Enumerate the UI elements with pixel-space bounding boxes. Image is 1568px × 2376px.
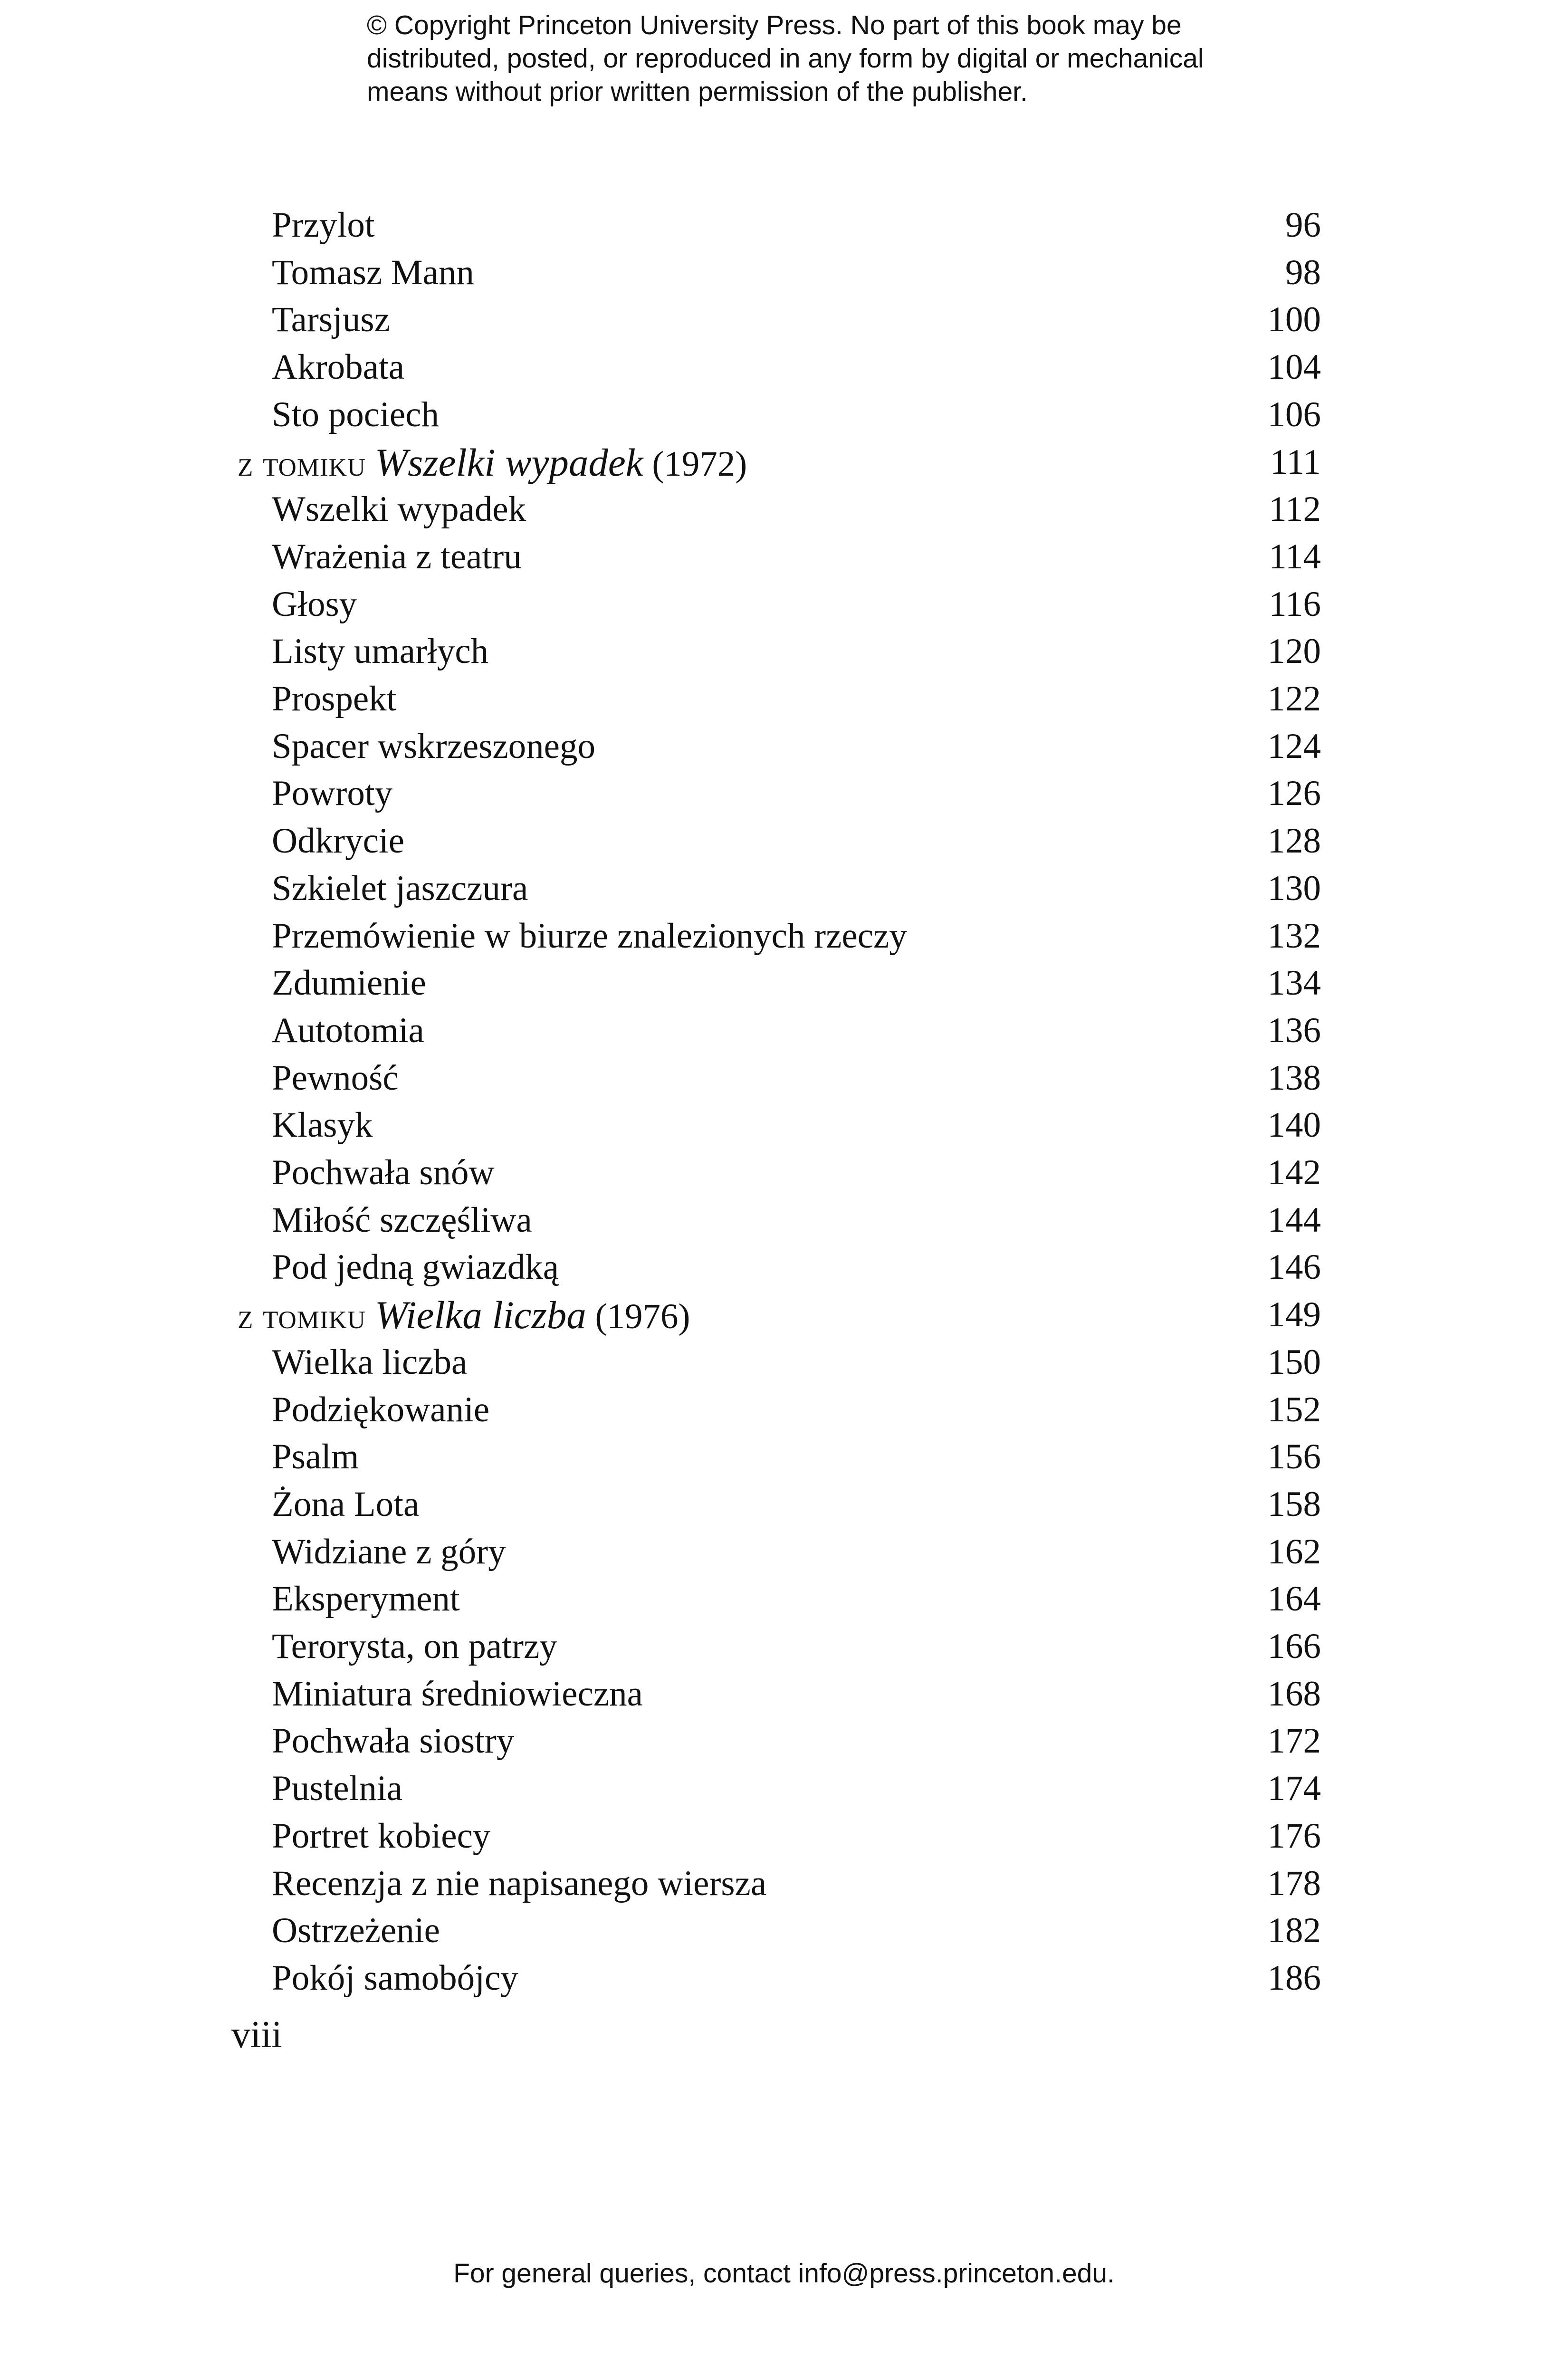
- toc-entry-title: Pewność: [272, 1058, 399, 1098]
- toc-entry: [0, 1149, 1568, 1197]
- toc-entry: [0, 1860, 1568, 1907]
- toc-entry-title: Głosy: [272, 584, 357, 624]
- section-prefix: z tomiku: [238, 444, 366, 484]
- toc-entry-title: Pochwała snów: [272, 1153, 495, 1192]
- section-prefix: z tomiku: [238, 1297, 366, 1336]
- toc-entry-title: Spacer wskrzeszonego: [272, 727, 595, 766]
- copyright-line: © Copyright Princeton University Press. No part of this book may be: [367, 10, 1182, 40]
- section-year: (1976): [595, 1297, 690, 1336]
- section-year: (1972): [652, 444, 747, 484]
- toc-entry: [0, 391, 1568, 439]
- toc-page-number: 144: [1267, 1200, 1321, 1240]
- toc-page-number: 136: [1267, 1011, 1321, 1050]
- toc-entry: [0, 1197, 1568, 1244]
- toc-entry: [0, 1481, 1568, 1528]
- toc-entry: [0, 486, 1568, 533]
- toc-entry-title: Tomasz Mann: [272, 253, 474, 292]
- toc-page-number: 146: [1267, 1247, 1321, 1287]
- toc-entry: [0, 1954, 1568, 2002]
- toc-entry-title: Żona Lota: [272, 1485, 420, 1524]
- section-work-title: Wielka liczba: [374, 1293, 586, 1337]
- toc-entry-title: Portret kobiecy: [272, 1816, 491, 1856]
- toc-entry-title: Klasyk: [272, 1105, 373, 1145]
- toc-entry-title: Psalm: [272, 1437, 359, 1476]
- toc-entry: [0, 628, 1568, 675]
- toc-entry-title: Pochwała siostry: [272, 1721, 515, 1761]
- toc-page-number: 130: [1267, 869, 1321, 908]
- toc-entry-title: Odkrycie: [272, 821, 405, 861]
- toc-page-number: 138: [1267, 1058, 1321, 1098]
- toc-entry: [0, 1670, 1568, 1718]
- toc-entry: [0, 344, 1568, 391]
- toc-entry-title: Pustelnia: [272, 1769, 402, 1808]
- copyright-line: distributed, posted, or reproduced in any form by digital or mechanical: [367, 43, 1204, 74]
- toc-entry: [0, 1007, 1568, 1054]
- toc-page-number: 106: [1267, 395, 1321, 434]
- toc-section-title: [238, 1291, 690, 1341]
- toc-entry-title: Pokój samobójcy: [272, 1958, 518, 1998]
- toc-page-number: 140: [1267, 1105, 1321, 1145]
- toc-entry: [0, 770, 1568, 817]
- toc-section-heading: [0, 439, 1568, 486]
- toc-page-number: 156: [1267, 1437, 1321, 1476]
- toc-entry: [0, 1907, 1568, 1954]
- copyright-line: means without prior written permission of the publisher.: [367, 77, 1028, 107]
- toc-page-number: 96: [1285, 205, 1321, 245]
- toc-entry-title: Powroty: [272, 774, 393, 813]
- toc-page-number: 112: [1269, 489, 1321, 529]
- toc-entry-title: Wielka liczba: [272, 1342, 468, 1382]
- toc-page-number: 134: [1267, 963, 1321, 1003]
- toc-entry-title: Wszelki wypadek: [272, 489, 526, 529]
- toc-entry-title: Tarsjusz: [272, 300, 390, 339]
- toc-page-number: 128: [1267, 821, 1321, 861]
- toc-entry: [0, 1102, 1568, 1149]
- toc-entry-title: Zdumienie: [272, 963, 426, 1003]
- toc-entry: [0, 1339, 1568, 1386]
- toc-page-number: 168: [1267, 1674, 1321, 1714]
- toc-entry-title: Przylot: [272, 205, 375, 245]
- toc-page-number: 174: [1267, 1769, 1321, 1808]
- toc-entry: [0, 581, 1568, 628]
- toc-page-number: 116: [1269, 584, 1321, 624]
- toc-entry-title: Listy umarłych: [272, 632, 489, 671]
- toc-entry: [0, 1717, 1568, 1765]
- toc-page-number: 122: [1267, 679, 1321, 719]
- section-work-title: Wszelki wypadek: [374, 441, 643, 484]
- toc-page-number: 150: [1267, 1342, 1321, 1382]
- toc-entry: [0, 533, 1568, 581]
- toc-entry: [0, 912, 1568, 960]
- toc-section-heading: [0, 1291, 1568, 1339]
- toc-entry-title: Miniatura średniowieczna: [272, 1674, 643, 1714]
- toc-entry: [0, 723, 1568, 770]
- toc-entry: [0, 817, 1568, 865]
- footer-contact: For general queries, contact info@press.princeton.edu.: [453, 2258, 1115, 2289]
- toc-entry-title: Sto pociech: [272, 395, 440, 434]
- toc-page-number: 126: [1267, 774, 1321, 813]
- toc-entry: [0, 1765, 1568, 1812]
- toc-section-title: [238, 439, 747, 488]
- toc-entry: [0, 1812, 1568, 1860]
- toc-entry-title: Przemówienie w biurze znalezionych rzeczy: [272, 916, 907, 956]
- toc-entry-title: Recenzja z nie napisanego wiersza: [272, 1864, 767, 1903]
- toc-page-number: 98: [1285, 253, 1321, 292]
- toc-page-number: 164: [1267, 1579, 1321, 1619]
- toc-entry: [0, 1244, 1568, 1291]
- toc-page-number: 172: [1267, 1721, 1321, 1761]
- toc-page-number: 152: [1267, 1390, 1321, 1429]
- toc-entry: [0, 865, 1568, 912]
- toc-entry: [0, 959, 1568, 1007]
- toc-entry-title: Miłość szczęśliwa: [272, 1200, 532, 1240]
- toc-entry-title: Widziane z góry: [272, 1532, 506, 1571]
- toc-entry-title: Podziękowanie: [272, 1390, 490, 1429]
- toc-page-number: 132: [1267, 916, 1321, 956]
- toc-entry: [0, 1433, 1568, 1481]
- toc-entry-title: Szkielet jaszczura: [272, 869, 528, 908]
- toc-entry-title: Wrażenia z teatru: [272, 537, 522, 576]
- toc-entry-title: Eksperyment: [272, 1579, 460, 1619]
- toc-page-number: 104: [1267, 347, 1321, 387]
- toc-entry: [0, 675, 1568, 723]
- toc-entry-title: Akrobata: [272, 347, 405, 387]
- toc-page-number: 124: [1267, 727, 1321, 766]
- toc-page-number: 176: [1267, 1816, 1321, 1856]
- toc-page-number: 149: [1267, 1295, 1321, 1334]
- toc-entry-title: Autotomia: [272, 1011, 424, 1050]
- toc-page-number: 158: [1267, 1485, 1321, 1524]
- toc-entry-title: Terorysta, on patrzy: [272, 1627, 557, 1666]
- toc-page-number: 182: [1267, 1911, 1321, 1950]
- toc-page-number: 142: [1267, 1153, 1321, 1192]
- toc-entry-title: Prospekt: [272, 679, 397, 719]
- toc-page-number: 162: [1267, 1532, 1321, 1571]
- toc-page-number: 120: [1267, 632, 1321, 671]
- toc-entry: [0, 1054, 1568, 1102]
- toc-entry: [0, 1528, 1568, 1576]
- toc-entry: [0, 201, 1568, 249]
- toc-page-number: 178: [1267, 1864, 1321, 1903]
- toc-page-number: 166: [1267, 1627, 1321, 1666]
- toc-entry: [0, 1386, 1568, 1434]
- toc-entry-title: Pod jedną gwiazdką: [272, 1247, 559, 1287]
- page-number: viii: [231, 2014, 282, 2056]
- toc-page-number: 100: [1267, 300, 1321, 339]
- toc-entry: [0, 296, 1568, 344]
- toc-entry: [0, 249, 1568, 297]
- toc-entry: [0, 1575, 1568, 1623]
- toc-page-number: 111: [1270, 442, 1321, 482]
- toc-entry-title: Ostrzeżenie: [272, 1911, 440, 1950]
- toc-page-number: 114: [1269, 537, 1321, 576]
- toc-entry: [0, 1623, 1568, 1670]
- toc-page-number: 186: [1267, 1958, 1321, 1998]
